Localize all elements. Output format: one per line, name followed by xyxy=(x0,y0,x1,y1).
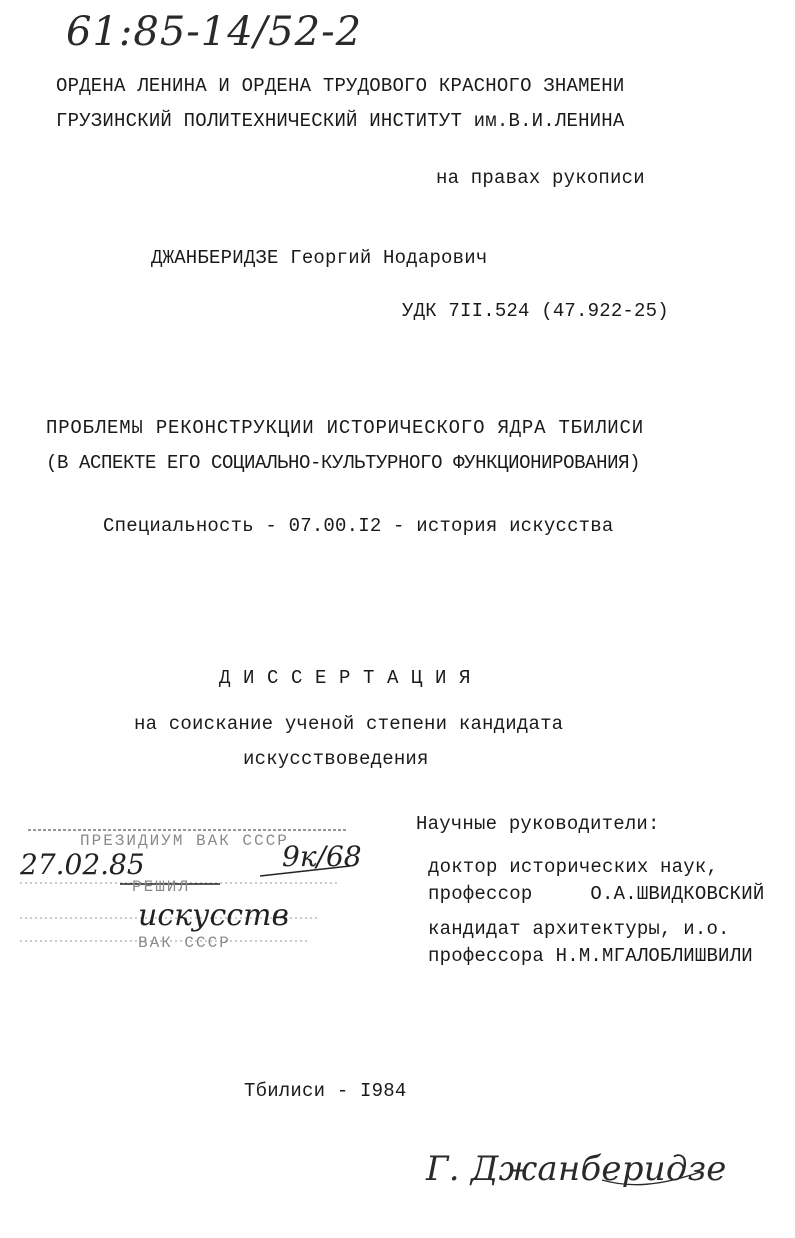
signature-flourish xyxy=(600,1158,720,1198)
author-signature: Г. Джанберидзе xyxy=(426,1149,727,1189)
org-line-2: ГРУЗИНСКИЙ ПОЛИТЕХНИЧЕСКИЙ ИНСТИТУТ им.В.И.ЛЕНИНА xyxy=(56,110,625,132)
supervisors-label: Научные руководители: xyxy=(416,813,660,835)
manuscript-note: на правах рукописи xyxy=(436,167,645,189)
org-line-1: ОРДЕНА ЛЕНИНА И ОРДЕНА ТРУДОВОГО КРАСНОГО ЗНАМЕНИ xyxy=(56,75,625,97)
degree-line-1: на соискание ученой степени кандидата xyxy=(134,713,564,735)
dissertation-heading: Д И С С Е Р Т А Ц И Я xyxy=(219,667,472,689)
stamp-line-2: РЕШИЛ xyxy=(132,878,191,896)
degree-line-2: искусствоведения xyxy=(243,748,429,770)
stamp-handwritten-ref: 9к/68 xyxy=(282,840,362,873)
stamp-handwritten-field: искусств xyxy=(138,898,289,933)
vak-stamp xyxy=(20,826,370,966)
supervisor-2-degree: кандидат архитектуры, и.о. xyxy=(428,918,730,940)
supervisor-1-name: профессор О.А.ШВИДКОВСКИЙ xyxy=(428,883,765,905)
stamp-line-1: ПРЕЗИДИУМ ВАК СССР xyxy=(80,832,289,850)
archive-number-handwritten: 61:85-14/52-2 xyxy=(66,9,363,55)
place-year: Тбилиси - I984 xyxy=(244,1080,407,1102)
supervisor-2-name: профессора Н.М.МГАЛОБЛИШВИЛИ xyxy=(428,945,753,967)
title-line-1: ПРОБЛЕМЫ РЕКОНСТРУКЦИИ ИСТОРИЧЕСКОГО ЯДРА ТБИЛИСИ xyxy=(46,417,644,439)
title-line-2: (В АСПЕКТЕ ЕГО СОЦИАЛЬНО-КУЛЬТУРНОГО ФУНКЦИОНИРОВАНИЯ) xyxy=(46,452,641,474)
stamp-handwritten-date: 27.02.85 xyxy=(20,848,145,881)
specialty: Специальность - 07.00.I2 - история искусства xyxy=(103,515,614,537)
stamp-line-3: ВАК СССР xyxy=(138,934,231,952)
author-name: ДЖАНБЕРИДЗЕ Георгий Нодарович xyxy=(151,247,488,269)
supervisor-1-degree: доктор исторических наук, xyxy=(428,856,719,878)
udc-code: УДК 7II.524 (47.922-25) xyxy=(402,300,669,322)
